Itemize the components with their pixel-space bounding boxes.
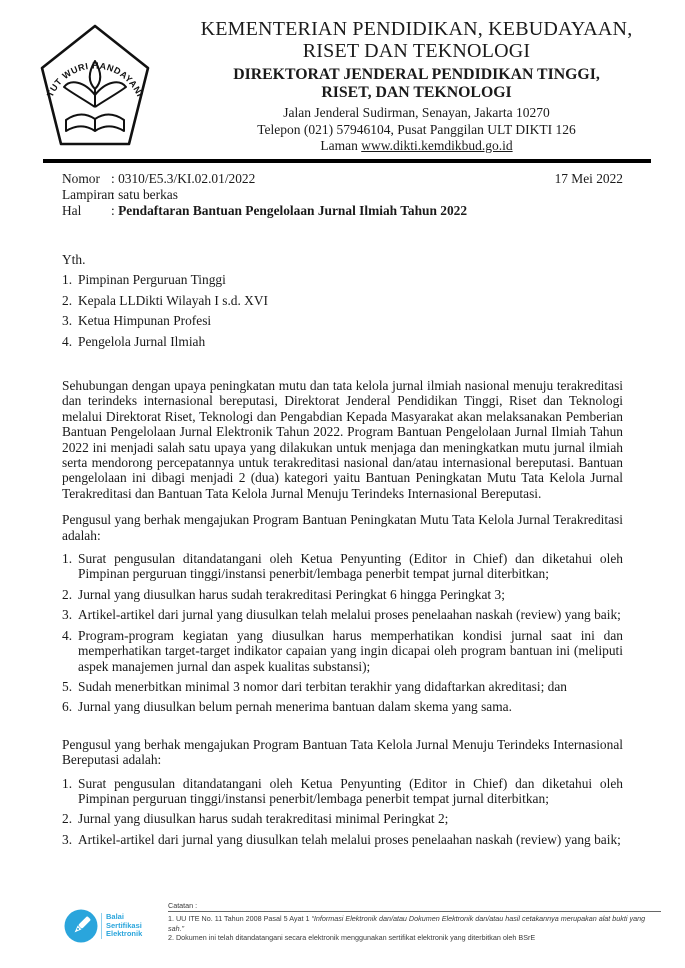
list-item-number: 3.: [62, 607, 73, 623]
requirement-item: [62, 607, 623, 622]
list-item-text: Pengelola Jurnal Ilmiah: [78, 333, 206, 349]
logo-motto-text: TUT WURI HANDAYANI: [44, 60, 146, 99]
bsre-logo: [64, 909, 142, 943]
hal-label: Hal: [62, 202, 82, 218]
list-item-text: Pimpinan Perguruan Tinggi: [78, 272, 226, 287]
list-item-text: Ketua Himpunan Profesi: [78, 313, 212, 328]
requirement-item: [62, 679, 623, 694]
list-item-number: 1.: [62, 551, 73, 567]
website-link[interactable]: www.dikti.kemdikbud.go.id: [361, 138, 513, 153]
requirement-item: [62, 832, 623, 847]
recipients-list: [62, 272, 623, 349]
list-item-number: 6.: [62, 699, 73, 715]
footer-notes: [168, 901, 661, 943]
list-item-number: 2.: [62, 586, 73, 602]
salutation: Yth.: [62, 251, 86, 267]
recipient-item: [62, 313, 623, 329]
list-item-text: Kepala LLDikti Wilayah I s.d. XVI: [78, 292, 268, 308]
directorate-name-line2: RISET, DAN TEKNOLOGI: [321, 84, 512, 101]
recipient-item: [62, 334, 623, 350]
footnote-2: 2. Dokumen ini telah ditandatangani secara elektronik menggunakan sertifikat elektronik yang diterbitkan oleh BSrE: [168, 933, 536, 943]
list-item-number: 1.: [62, 272, 73, 287]
ministry-name-line1: KEMENTERIAN PENDIDIKAN, KEBUDAYAAN,: [200, 18, 633, 40]
pen-seal-icon: [64, 909, 98, 943]
requirement-item: [62, 776, 623, 807]
ministry-name-line2: RISET DAN TEKNOLOGI: [302, 39, 531, 62]
requirement-item: [62, 587, 623, 602]
nomor-label: Nomor: [62, 170, 100, 186]
bsre-logo-text: [106, 913, 142, 938]
letterhead: [0, 0, 685, 155]
list-item-text: Surat pengusulan ditandatangani oleh Ketua Penyunting (Editor in Chief) dan diketahui oleh Pimpinan perguruan tinggi/instansi penerbit/lembaga penerbit tempat jurnal diterbitkan;: [78, 551, 623, 582]
letter-date: 17 Mei 2022: [554, 170, 623, 186]
list-item-text: Program-program kegiatan yang diusulkan harus memperhatikan kondisi jurnal saat ini dan memperhatikan target-target indikator capaian yang ingin dicapai oleh program bantuan ini (meliputi aspek manajemen jurnal dan aspek kualitas substansi);: [78, 627, 623, 674]
nomor-value: : 0310/E5.3/KI.02.01/2022: [111, 170, 256, 186]
list-item-text: Surat pengusulan ditandatangani oleh Ketua Penyunting (Editor in Chief) dan diketahui oleh Pimpinan perguruan tinggi/instansi penerbit/lembaga penerbit tempat jurnal diterbitkan;: [78, 775, 623, 806]
requirements-list-2: [62, 776, 623, 848]
phone-line: Telepon (021) 57946104, Pusat Panggilan ULT DIKTI 126: [257, 121, 576, 137]
list-item-text: Artikel-artikel dari jurnal yang diusulkan telah melalui proses penelaahan naskah (review) yang baik;: [78, 607, 621, 623]
list-item-text: Jurnal yang diusulkan harus sudah terakreditasi Peringkat 6 hingga Peringkat 3;: [78, 586, 505, 602]
list-item-number: 3.: [62, 831, 73, 847]
footnote-1-quote: “Informasi Elektronik dan/atau Dokumen Elektronik dan/atau hasil cetakannya merupakan alat bukti yang sah.”: [168, 914, 646, 933]
list-item-number: 4.: [62, 333, 73, 349]
recipients-block: [62, 252, 623, 350]
recipient-item: [62, 272, 623, 288]
catatan-label: Catatan :: [168, 901, 198, 910]
list-item-text: Jurnal yang diusulkan harus sudah terakreditasi minimal Peringkat 2;: [78, 811, 449, 827]
list-item-number: 2.: [62, 811, 73, 827]
list-item-text: Artikel-artikel dari jurnal yang diusulkan telah melalui proses penelaahan naskah (review) yang baik;: [78, 831, 621, 847]
list-item-number: 5.: [62, 678, 73, 694]
directorate-name-line1: DIREKTORAT JENDERAL PENDIDIKAN TINGGI,: [233, 66, 600, 83]
list-item-number: 2.: [62, 292, 73, 308]
notes-divider: [168, 911, 661, 912]
logo-book-icon: [66, 115, 124, 131]
hal-row: [62, 203, 623, 219]
section1-intro: Pengusul yang berhak mengajukan Program Bantuan Peningkatan Mutu Tata Kelola Jurnal Terakreditasi adalah:: [62, 512, 623, 543]
lampiran-value: : satu berkas: [111, 186, 178, 202]
section2-intro: Pengusul yang berhak mengajukan Program Bantuan Tata Kelola Jurnal Menuju Terindeks Internasional Bereputasi adalah:: [62, 736, 623, 768]
lampiran-label: Lampiran: [62, 186, 115, 202]
website-label: Laman: [320, 138, 362, 153]
requirement-item: [62, 699, 623, 714]
footnote-1: [168, 914, 661, 933]
requirements-list-1: [62, 551, 623, 715]
nomor-row: [62, 171, 623, 187]
bsre-text-line: Balai: [106, 912, 124, 922]
requirement-item: [62, 811, 623, 826]
footnote-1-prefix: 1. UU ITE No. 11 Tahun 2008 Pasal 5 Ayat 1: [168, 914, 312, 924]
address-line: Jalan Jenderal Sudirman, Senayan, Jakarta 10270: [283, 105, 550, 120]
badge-divider: [101, 913, 102, 939]
list-item-text: Sudah menerbitkan minimal 3 nomor dari terbitan terakhir yang didaftarkan akreditasi; dan: [78, 678, 567, 694]
letterhead-divider: [43, 159, 651, 163]
list-item-number: 3.: [62, 313, 73, 328]
list-item-number: 1.: [62, 775, 73, 791]
hal-colon: :: [111, 202, 119, 218]
opening-paragraph: Sehubungan dengan upaya peningkatan mutu dan tata kelola jurnal ilmiah nasional menuju terakreditasi dan terindeks internasional bereputasi, Direktorat Jenderal Pendidikan Tinggi, Riset dan Teknologi melalui Direktorat Riset, Teknologi dan Pengabdian Kepada Masyarakat akan melaksanakan Pemberian Bantuan Pengelolaan Jurnal Elektronik Tahun 2022. Program Bantuan Pengelolaan Jurnal Ilmiah Tahun 2022 ini menjadi salah satu upaya yang dilakukan untuk menjaga dan meningkatkan mutu jurnal ilmiah serta mendorong percepatannya untuk terakreditasi nasional dan/atau internasional bereputasi. Bantuan pengelolaan ini dibagi menjadi 2 (dua) kategori yaitu Bantuan Peningkatan Mutu Tata Kelola Jurnal Terakreditasi dan Bantuan Tata Kelola Jurnal Menuju Terindeks Internasional Bereputasi.: [62, 378, 623, 501]
letter-meta: [62, 171, 623, 219]
requirement-item: [62, 628, 623, 674]
letterhead-text: [150, 19, 683, 155]
tut-wuri-handayani-logo: [36, 21, 154, 149]
list-item-text: Jurnal yang diusulkan belum pernah menerima bantuan dalam skema yang sama.: [78, 699, 512, 715]
website-line: [150, 138, 683, 155]
recipient-item: [62, 293, 623, 309]
hal-value: Pendaftaran Bantuan Pengelolaan Jurnal Ilmiah Tahun 2022: [118, 202, 468, 218]
bsre-text-line: Elektronik: [106, 929, 143, 939]
signature-footer: [64, 901, 661, 943]
list-item-number: 4.: [62, 627, 73, 643]
lampiran-row: [62, 187, 623, 203]
requirement-item: [62, 551, 623, 582]
bsre-text-line: Sertifikasi: [106, 920, 142, 930]
